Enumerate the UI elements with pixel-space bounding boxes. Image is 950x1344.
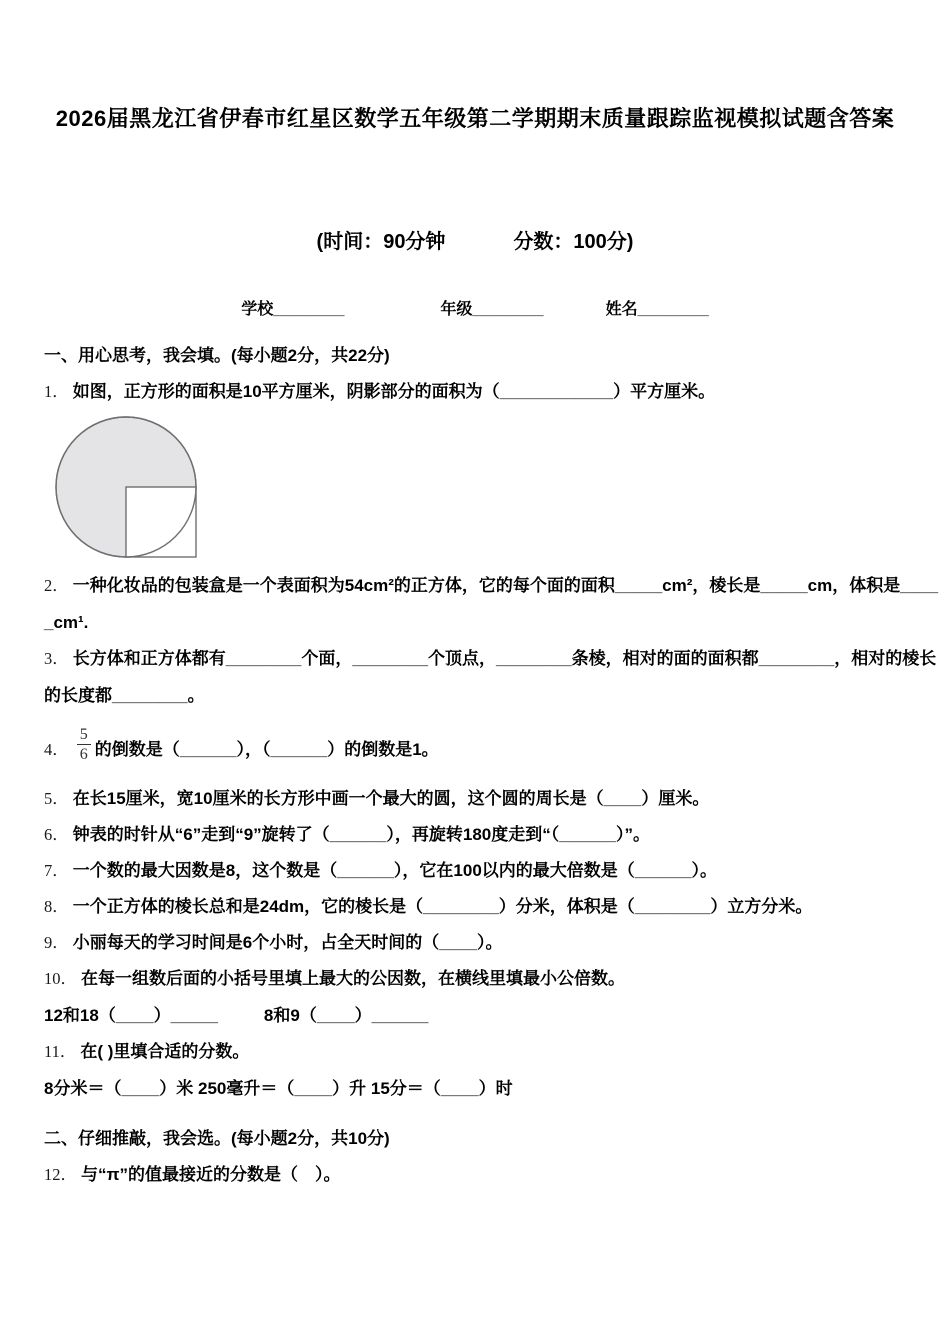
page-title: 2026届黑龙江省伊春市红星区数学五年级第二学期期末质量跟踪监视模拟试题含答案: [55, 106, 895, 131]
question-10-pair-2: 8和9（____）______: [263, 1006, 429, 1025]
question-5-number: 5．: [44, 789, 69, 808]
question-12-text: 与“π”的值最接近的分数是（ ）。: [81, 1165, 341, 1184]
question-7-text: 一个数的最大因数是8，这个数是（______），它在100以内的最大倍数是（______）。: [72, 861, 718, 880]
question-10-pairs: [44, 1003, 906, 1029]
question-5-text: 在长15厘米，宽10厘米的长方形中画一个最大的圆，这个圆的周长是（____）厘米。: [72, 789, 710, 808]
question-4-number: 4．: [44, 740, 69, 759]
time-score-line: [44, 225, 906, 254]
question-3: [44, 646, 937, 672]
question-4: [44, 725, 906, 764]
question-1-number: 1．: [44, 382, 69, 401]
section-one-heading: 一、用心思考，我会填。(每小题2分，共22分): [44, 346, 390, 365]
question-10-pair-1: 12和18（____）_____: [44, 1006, 218, 1025]
question-6-number: 6．: [44, 825, 69, 844]
question-1: [44, 379, 906, 405]
question-2-text-line1: 一种化妆品的包装盒是一个表面积为54cm²的正方体，它的每个面的面积_____cm²，棱长是_____cm，体积是____: [72, 576, 939, 595]
question-11-number: 11．: [44, 1042, 77, 1061]
question-12: [44, 1162, 906, 1188]
score-label: 分数：100分): [513, 231, 634, 253]
white-square: [126, 487, 196, 557]
question-5: [44, 786, 906, 812]
section-two-heading: 二、仔细推敲，我会选。(每小题2分，共10分): [44, 1129, 390, 1148]
question-8-number: 8．: [44, 897, 69, 916]
student-fields: [44, 296, 906, 319]
question-3-number: 3．: [44, 649, 69, 668]
question-8: [44, 894, 906, 920]
shaded-circle-square-figure: [53, 415, 203, 563]
question-2-number: 2．: [44, 576, 69, 595]
question-12-number: 12．: [44, 1165, 77, 1184]
question-10-text: 在每一组数后面的小括号里填上最大的公因数，在横线里填最小公倍数。: [81, 969, 625, 988]
question-3-text-line1: 长方体和正方体都有________个面，________个顶点，________条棱，相对的面的面积都________，相对的棱长: [72, 649, 937, 668]
question-2-continuation: _cm¹.: [44, 613, 89, 632]
question-7: [44, 858, 906, 884]
question-10: [44, 966, 906, 992]
question-8-text: 一个正方体的棱长总和是24dm，它的棱长是（________）分米，体积是（________）立方分米。: [72, 897, 813, 916]
grade-field: 年级________: [440, 301, 544, 318]
question-6-text: 钟表的时针从“6”走到“9”旋转了（______），再旋转180度走到“（______）”。: [72, 825, 650, 844]
question-11: [44, 1039, 906, 1065]
question-9: [44, 930, 906, 956]
question-11-conversions: 8分米＝（____）米 250毫升＝（____）升 15分＝（____）时: [44, 1079, 513, 1098]
question-1-text: 如图，正方形的面积是10平方厘米，阴影部分的面积为（____________）平方厘米。: [72, 382, 716, 401]
question-7-number: 7．: [44, 861, 69, 880]
question-10-number: 10．: [44, 969, 77, 988]
fraction-five-sixths: [77, 725, 91, 764]
fraction-denominator: 6: [79, 746, 88, 763]
question-6: [44, 822, 906, 848]
question-4-text: 的倒数是（______），（______）的倒数是1。: [94, 740, 439, 759]
question-11-text: 在( )里填合适的分数。: [80, 1042, 250, 1061]
time-label: (时间：90分钟: [316, 231, 446, 253]
question-3-continuation: 的长度都________。: [44, 686, 205, 705]
name-field: 姓名________: [605, 301, 709, 318]
question-1-figure: [53, 415, 906, 563]
fraction-numerator: 5: [77, 725, 91, 745]
question-2: [44, 573, 939, 599]
question-9-text: 小丽每天的学习时间是6个小时，占全天时间的（____）。: [72, 933, 503, 952]
question-9-number: 9．: [44, 933, 69, 952]
school-field: 学校________: [241, 301, 345, 318]
